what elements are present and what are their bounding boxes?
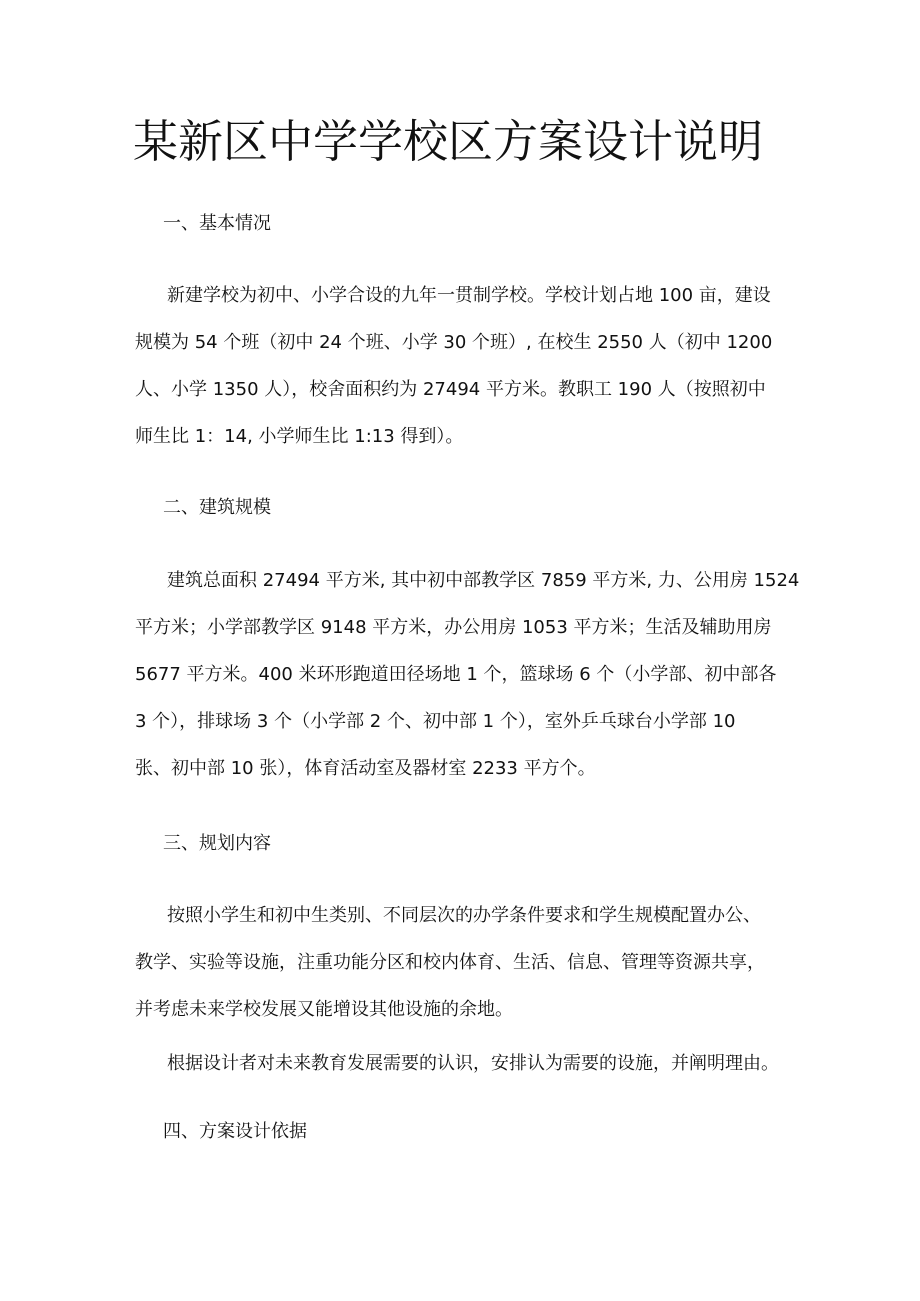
section-heading-basic-info: 一、基本情况 (163, 213, 271, 234)
section-heading-planning-content: 三、规划内容 (163, 833, 271, 854)
paragraph-line: 人、小学 1350 人），校舍面积约为 27494 平方米。教职工 190 人（按照初中 (135, 379, 766, 400)
paragraph-line: 教学、实验等设施，注重功能分区和校内体育、生活、信息、管理等资源共享， (135, 952, 765, 973)
paragraph-line: 平方米；小学部教学区 9148 平方米，办公用房 1053 平方米；生活及辅助用房 (135, 617, 772, 638)
paragraph-line: 并考虑未来学校发展又能增设其他设施的余地。 (135, 999, 513, 1020)
paragraph-line: 3 个），排球场 3 个（小学部 2 个、初中部 1 个），室外乒乓球台小学部 10 (135, 711, 736, 732)
paragraph-line: 建筑总面积 27494 平方米, 其中初中部教学区 7859 平方米, 力、公用房 1524 (167, 570, 800, 591)
paragraph-line: 新建学校为初中、小学合设的九年一贯制学校。学校计划占地 100 亩，建设 (167, 285, 771, 306)
document-title: 某新区中学学校区方案设计说明 (133, 115, 764, 168)
paragraph-design-rationale: 根据设计者对未来教育发展需要的认识，安排认为需要的设施，并阐明理由。 (167, 1053, 779, 1074)
section-body-basic-info (135, 272, 795, 460)
paragraph-line: 师生比 1：14, 小学师生比 1:13 得到）。 (135, 426, 464, 447)
section-body-building-scale (135, 557, 800, 792)
section-heading-design-basis: 四、方案设计依据 (163, 1121, 307, 1142)
paragraph-line: 规模为 54 个班（初中 24 个班、小学 30 个班）, 在校生 2550 人（初中 1200 (135, 332, 773, 353)
paragraph-line: 张、初中部 10 张），体育活动室及器材室 2233 平方个。 (135, 758, 596, 779)
paragraph-line: 5677 平方米。400 米环形跑道田径场地 1 个，篮球场 6 个（小学部、初中部各 (135, 664, 777, 685)
section-body-planning-content (135, 892, 795, 1033)
paragraph-line: 按照小学生和初中生类别、不同层次的办学条件要求和学生规模配置办公、 (167, 905, 761, 926)
section-heading-building-scale: 二、建筑规模 (163, 497, 271, 518)
